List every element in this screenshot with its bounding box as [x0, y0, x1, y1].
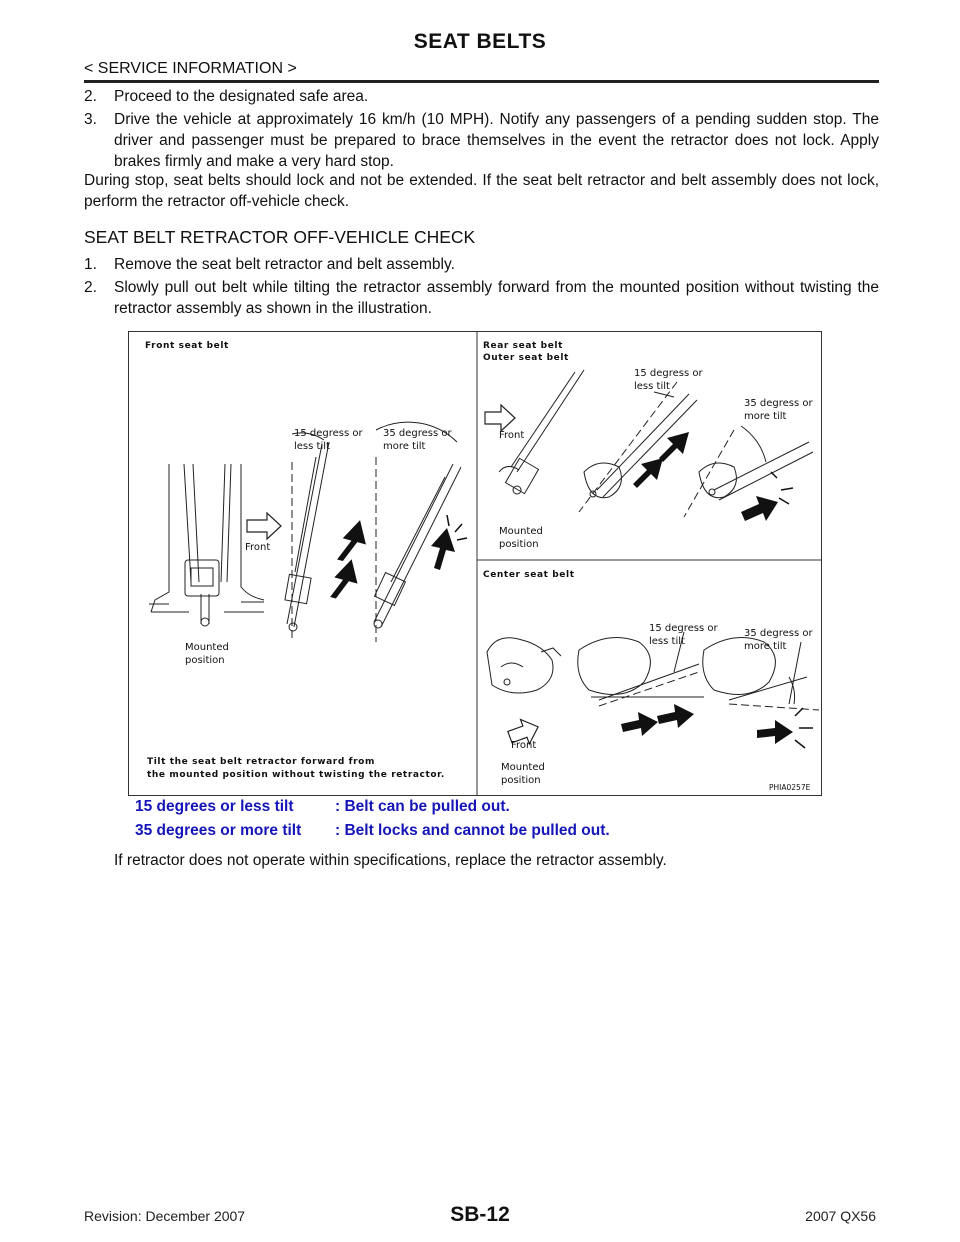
step-2 — [84, 86, 879, 107]
page-title: SEAT BELTS — [413, 30, 547, 53]
illustration-svg — [129, 332, 821, 795]
deg15-front-a: 15 degress or — [294, 428, 363, 439]
front-label-1: Front — [245, 542, 271, 553]
outer-front-arrow-icon — [485, 405, 515, 431]
spec-value: : Belt can be pulled out. — [335, 798, 510, 815]
lock-arrow-icon — [757, 720, 793, 744]
label-outer-seat-belt: Outer seat belt — [483, 353, 569, 363]
figure-code: PHIA0257E — [769, 783, 811, 792]
mounted-label-2a: Mounted — [499, 526, 543, 537]
off-step-1 — [84, 254, 879, 275]
mounted-label-3a: Mounted — [501, 762, 545, 773]
pull-arrow-icon — [329, 556, 363, 603]
deg15-center-a: 15 degress or — [649, 623, 718, 634]
label-front-seat-belt: Front seat belt — [145, 341, 229, 351]
deg35-center-b: more tilt — [744, 641, 787, 652]
deg35-front-a: 35 degress or — [383, 428, 452, 439]
lock-indicator-icon — [771, 472, 793, 504]
center-retractor-15deg — [578, 632, 704, 706]
outer-retractor-35deg — [684, 426, 813, 517]
lock-indicator-icon — [447, 515, 467, 540]
step-3-number: 3. — [84, 111, 97, 128]
deg15-outer-a: 15 degress or — [634, 368, 703, 379]
off-step-2-text: Slowly pull out belt while tilting the retractor assembly forward from the mounted position without twisting the retractor assembly as shown in the illustration. — [114, 279, 879, 317]
pull-arrow-icon — [621, 712, 658, 736]
label-rear-seat-belt: Rear seat belt — [483, 341, 563, 351]
front-label-2: Front — [499, 430, 525, 441]
footer-model: 2007 QX56 — [805, 1208, 876, 1224]
mounted-label-2b: position — [499, 539, 539, 550]
lock-indicator-icon — [795, 708, 813, 748]
off-step-2-number: 2. — [84, 279, 97, 296]
caption-line-2: the mounted position without twisting the retractor. — [147, 770, 445, 780]
footer-revision: Revision: December 2007 — [84, 1208, 246, 1224]
off-step-1-text: Remove the seat belt retractor and belt assembly. — [114, 256, 455, 273]
deg15-front-b: less tilt — [294, 441, 330, 452]
caption-line-1: Tilt the seat belt retractor forward from — [147, 757, 375, 767]
page-number: SB-12 — [450, 1203, 510, 1226]
spec-label: 35 degrees or more tilt — [135, 822, 302, 839]
mounted-label-1b: position — [185, 655, 225, 666]
mounted-label-1a: Mounted — [185, 642, 229, 653]
section-heading: SEAT BELT RETRACTOR OFF-VEHICLE CHECK — [84, 227, 476, 247]
deg35-outer-a: 35 degress or — [744, 398, 813, 409]
pull-arrow-icon — [659, 432, 689, 462]
header-rule — [84, 80, 879, 83]
front-retractor-15deg — [285, 433, 329, 642]
pull-arrow-icon — [633, 458, 663, 488]
lock-arrow-icon — [741, 496, 778, 521]
deg35-front-b: more tilt — [383, 441, 426, 452]
off-step-1-number: 1. — [84, 256, 97, 273]
during-stop-paragraph: During stop, seat belts should lock and not be extended. If the seat belt retractor and belt assembly does not lock, perform the retractor off-vehicle check. — [84, 172, 879, 210]
deg35-center-a: 35 degress or — [744, 628, 813, 639]
step-3 — [84, 109, 879, 172]
step-2-text: Proceed to the designated safe area. — [114, 88, 369, 105]
off-step-2 — [84, 277, 879, 319]
front-label-3: Front — [511, 740, 537, 751]
section-label: < SERVICE INFORMATION > — [84, 60, 297, 77]
spec-value: : Belt locks and cannot be pulled out. — [335, 822, 610, 839]
step-3-text: Drive the vehicle at approximately 16 km/h (10 MPH). Notify any passengers of a pending sudden stop. The driver and passenger must be prepared to brace themselves in the event the retractor does not lock. Apply brakes firmly and make a very hard stop. — [114, 111, 879, 170]
deg15-outer-b: less tilt — [634, 381, 670, 392]
retractor-tilt-illustration — [128, 331, 822, 796]
spec-label: 15 degrees or less tilt — [135, 798, 294, 815]
deg15-center-b: less tilt — [649, 636, 685, 647]
lock-arrow-icon — [431, 528, 455, 570]
pull-arrow-icon — [337, 517, 372, 566]
center-retractor-mounted — [487, 638, 561, 693]
pull-arrow-icon — [657, 704, 694, 728]
step-2-number: 2. — [84, 88, 97, 105]
label-center-seat-belt: Center seat belt — [483, 570, 575, 580]
mounted-label-3b: position — [501, 775, 541, 786]
deg35-outer-b: more tilt — [744, 411, 787, 422]
final-paragraph: If retractor does not operate within specifications, replace the retractor assembly. — [114, 852, 667, 869]
front-arrow-icon — [247, 513, 281, 539]
